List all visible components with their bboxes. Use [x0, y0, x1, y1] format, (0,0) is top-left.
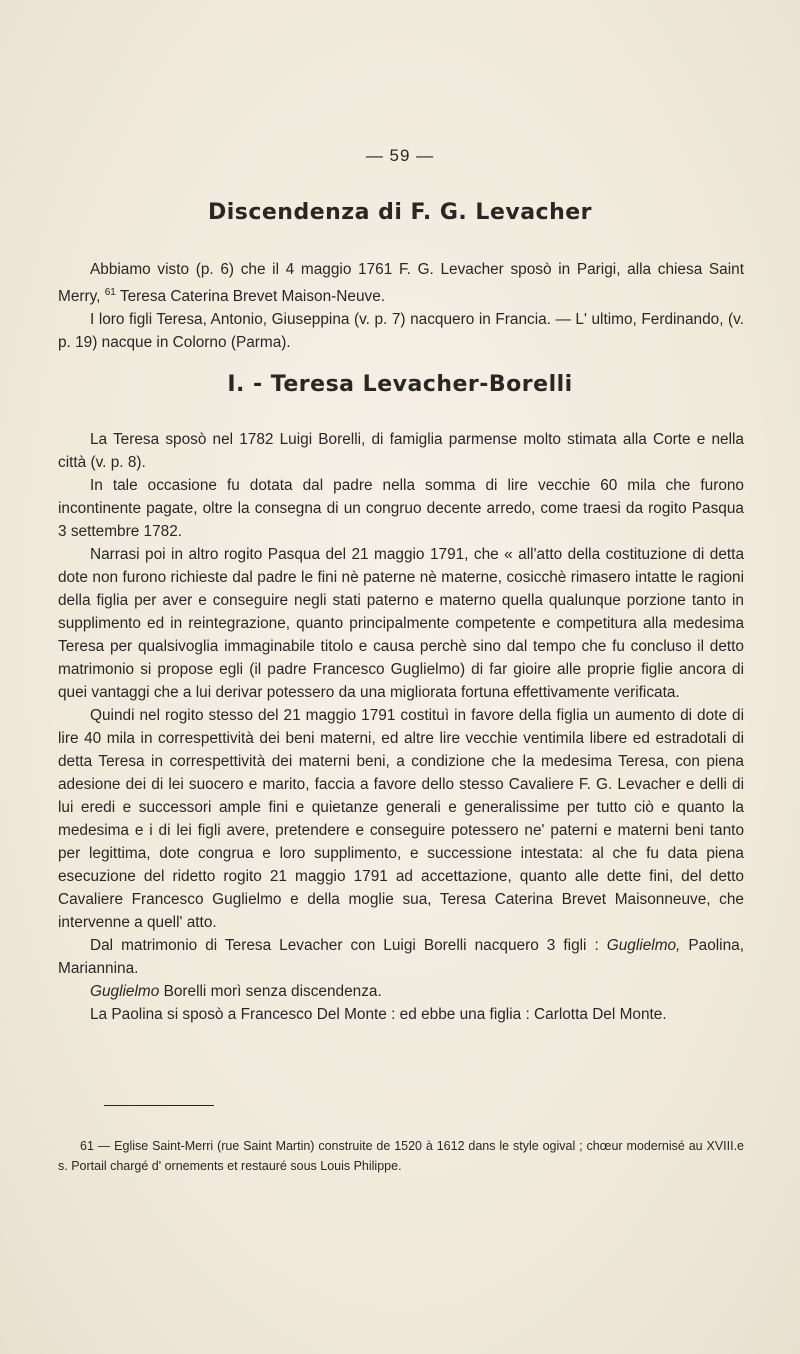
- footnote-divider: [104, 1105, 214, 1106]
- children-paragraph: [58, 934, 744, 980]
- subsection-title: I. - Teresa Levacher-Borelli: [227, 372, 573, 397]
- intro-text-after-note: Teresa Caterina Brevet Maison-Neuve.: [119, 288, 386, 306]
- main-text: [58, 428, 744, 1026]
- intro-paragraph-2: I loro figli Teresa, Antonio, Giuseppina (v. p. 7) nacquero in Francia. — L' ultimo, Ferdinando, (v. p. 19) nacque in Colorno (Parma).: [58, 311, 744, 352]
- intro-paragraph-1: [58, 258, 744, 308]
- footnote-reference: 61: [104, 287, 116, 298]
- footnote-text: 61 — Eglise Saint-Merri (rue Saint Martin) construite de 1520 à 1612 dans le style ogival ; chœur modernisé au XVIII.e s. Portail chargé d' ornements et restauré sous Louis Philippe.: [58, 1139, 744, 1173]
- guglielmo-name: Guglielmo: [90, 983, 160, 1000]
- footnote: [58, 1136, 744, 1176]
- paragraph: In tale occasione fu dotata dal padre nella somma di lire vecchie 60 mila che furono incontinente pagate, oltre la consegna di un congruo decente arredo, come traesi da rogito Pasqua 3 settembre 1782.: [58, 477, 744, 540]
- page-number: — 59 —: [365, 146, 435, 165]
- paragraph: Narrasi poi in altro rogito Pasqua del 21 maggio 1791, che « all'atto della costituzione di detta dote non furono richieste dal padre le fini nè paterne nè materne, cosicchè rimasero intatte le ragioni della figlia per aver e conseguire negli stati paterno e materno quella qualunque porzione tanto in supplimento ed in reintegrazione, quanto principalmente competente e competitura alla medesima Teresa per qualsivoglia immaginabile titolo e causa perchè sino dal tempo che fu concluso il detto matrimonio si propose egli (il padre Francesco Guglielmo) di far gioire alle proprie figlie ancora di quei vantaggi che a lui derivar potessero da una migliorata fortuna effettivamente verificata.: [58, 546, 744, 701]
- child-names-rest: Paolina, Mariannina.: [58, 937, 744, 977]
- children-intro: Dal matrimonio di Teresa Levacher con Luigi Borelli nacquero 3 figli :: [90, 937, 599, 954]
- paolina-paragraph: La Paolina si sposò a Francesco Del Monte : ed ebbe una figlia : Carlotta Del Monte.: [90, 1006, 667, 1023]
- section-title: Discendenza di F. G. Levacher: [207, 200, 593, 225]
- paragraph: La Teresa sposò nel 1782 Luigi Borelli, di famiglia parmense molto stimata alla Corte e nella città (v. p. 8).: [58, 431, 744, 471]
- paragraph: Quindi nel rogito stesso del 21 maggio 1791 costituì in favore della figlia un aumento di dote di lire 40 mila in correspettività dei beni materni, ed altre lire vecchie ventimila libere ed estradotali di detta Teresa in correspettività dei materni beni, a condizione che la medesima Teresa, con piena adesione dei di lei suocero e marito, faccia a favore dello stesso Cavaliere F. G. Levacher e delli di lui eredi e successori ample fini e quietanze generali e generalissime per tutto ciò e quanto la medesima e i di lei figli avere, pretendere e conseguire potessero ne' paterni e materni beni tanto per legittima, dote congrua e loro supplimento, e successione intestata: al che fu data piena esecuzione del ridetto rogito 21 maggio 1791 ad accettazione, quanto alle dette fini, del detto Cavaliere Francesco Guglielmo e della moglie sua, Teresa Caterina Brevet Maisonneuve, che intervenne a quell' atto.: [58, 707, 744, 931]
- intro-text-before-note: Abbiamo visto (p. 6) che il 4 maggio 1761 F. G. Levacher sposò in Parigi, alla chiesa Saint Merry,: [58, 261, 744, 306]
- guglielmo-text: Borelli morì senza discendenza.: [163, 983, 382, 1000]
- guglielmo-paragraph: [58, 980, 744, 1003]
- intro-text: [58, 258, 744, 354]
- child-name-guglielmo: Guglielmo,: [606, 937, 681, 954]
